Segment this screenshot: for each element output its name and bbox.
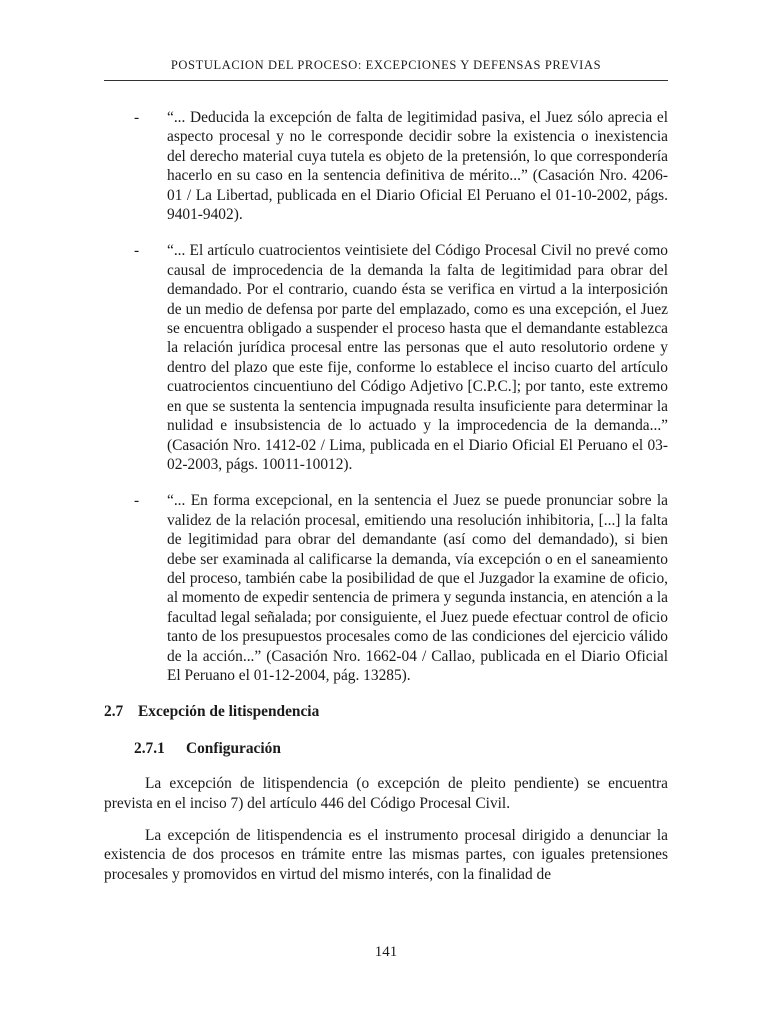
subsection-title: Configuración — [186, 739, 281, 757]
running-header: POSTULACION DEL PROCESO: EXCEPCIONES Y DEFENSAS PREVIAS — [170, 58, 602, 72]
bullet-dash: - — [134, 492, 140, 510]
page-number: 141 — [374, 944, 398, 960]
section-title: Excepción de litispendencia — [138, 703, 320, 721]
bullet-dash: - — [134, 242, 140, 260]
body-paragraph: La excepción de litispendencia (o excepción de pleito pendiente) se encuentra prevista en el inciso 7) del artículo 446 del Código Procesal Civil. — [104, 775, 668, 812]
section-number: 2.7 — [104, 703, 124, 721]
bullet-dash: - — [134, 109, 140, 126]
quote-text: “... En forma excepcional, en la sentencia el Juez se puede pronunciar sobre la validez de la relación procesal, emitiendo una resolución inhibitoria, [...] la falta de legitimidad para obrar del demandante (así como del demandado), si bien debe ser examinada al calificarse la demanda, vía excepción o en el saneamiento del proceso, también cabe la posibilidad de que el Juzgador la examine de oficio, al momento de expedir sentencia de primera y segunda instancia, en atención a la facultad legal señalada; por consiguiente, el Juez puede efectuar control de oficio tanto de los presupuestos procesales como de las condiciones del ejercicio válido de la acción...” (Casación Nro. 1662-04 / Callao, publicada en el Diario Oficial El Peruano el 01-12-2004, pág. 13285). — [167, 492, 668, 684]
header-rule — [104, 80, 668, 81]
quote-text: “... El artículo cuatrocientos veintisiete del Código Procesal Civil no prevé como causal de improcedencia de la demanda la falta de legitimidad para obrar del demandado. Por el contrario, cuando ésta se verifica en virtud a la interposición de un medio de defensa por parte del emplazado, como es una excepción, el Juez se encuentra obligado a suspender el proceso hasta que el demandante establezca la relación jurídica procesal entre las personas que el auto resolutorio ordene y dentro del plazo que este fije, conforme lo establece el inciso cuarto del artículo cuatrocientos cincuentiuno del Código Adjetivo [C.P.C.]; por tanto, este extremo en que se sustenta la sentencia impugnada resulta insuficiente para determinar la nulidad e insubsistencia de lo actuado y la improcedencia de la demanda...” (Casación Nro. 1412-02 / Lima, publicada en el Diario Oficial El Peruano el 03-02-2003, págs. 10011-10012). — [167, 242, 668, 473]
section-heading — [104, 702, 668, 721]
subsection-heading — [104, 739, 668, 758]
quote-item — [104, 108, 668, 224]
subsection-number: 2.7.1 — [134, 739, 165, 757]
quote-text: “... Deducida la excepción de falta de legitimidad pasiva, el Juez sólo aprecia el aspecto procesal y no le corresponde decidir sobre la existencia o inexistencia del derecho material cuya tutela es objeto de la pretensión, lo que correspondería hacerlo en su caso en la sentencia definitiva de mérito...” (Casación Nro. 4206-01 / La Libertad, publicada en el Diario Oficial El Peruano el 01-10-2002, págs. 9401-9402). — [167, 109, 668, 224]
page-body — [104, 108, 668, 897]
quote-item — [104, 491, 668, 685]
body-paragraph: La excepción de litispendencia es el instrumento procesal dirigido a denunciar la existencia de dos procesos en trámite entre las mismas partes, con iguales pretensiones procesales y promovidos en virtud del mismo interés, con la finalidad de — [104, 827, 668, 883]
quote-item — [104, 241, 668, 474]
